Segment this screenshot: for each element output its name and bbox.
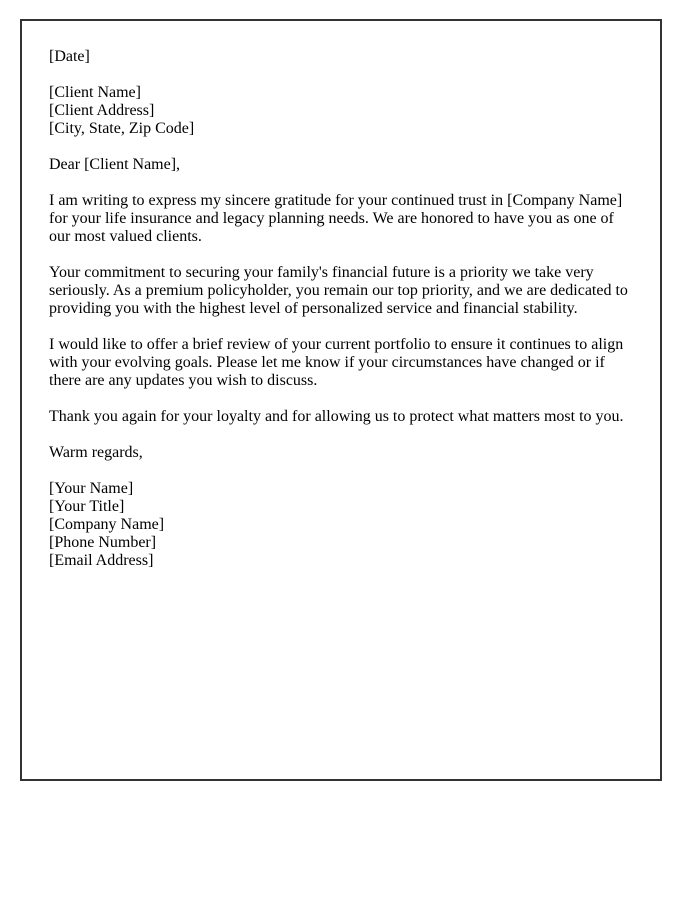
recipient-city-state-zip: [City, State, Zip Code] [49,120,195,137]
closing [49,444,632,462]
recipient-block [49,84,632,138]
body-paragraph-3: I would like to offer a brief review of your current portfolio to ensure it continues to align with your evolving goals. Please let me know if your circumstances have changed or if there are any updates you wish to discuss. [49,336,624,389]
closing-line: Warm regards, [49,444,143,461]
salutation-line: Dear [Client Name], [49,156,181,173]
date-line: [Date] [49,48,90,65]
recipient-name: [Client Name] [49,84,141,101]
letter-page [20,19,662,781]
body-paragraph-2: Your commitment to securing your family's financial future is a priority we take very seriously. As a premium policyholder, you remain our top priority, and we are dedicated to providing you with the highest level of personalized service and financial stability. [49,264,628,317]
signature-title: [Your Title] [49,498,125,515]
signature-name: [Your Name] [49,480,134,497]
signature-email: [Email Address] [49,552,154,569]
salutation [49,156,632,174]
signature-block [49,480,632,570]
signature-company: [Company Name] [49,516,165,533]
recipient-address: [Client Address] [49,102,155,119]
date-placeholder [49,48,632,66]
signature-phone: [Phone Number] [49,534,157,551]
body-paragraph-1: I am writing to express my sincere gratitude for your continued trust in [Company Name] for your life insurance and legacy planning needs. We are honored to have you as one of our most valued clients. [49,192,623,245]
body-paragraph-4: Thank you again for your loyalty and for allowing us to protect what matters most to you. [49,408,624,425]
